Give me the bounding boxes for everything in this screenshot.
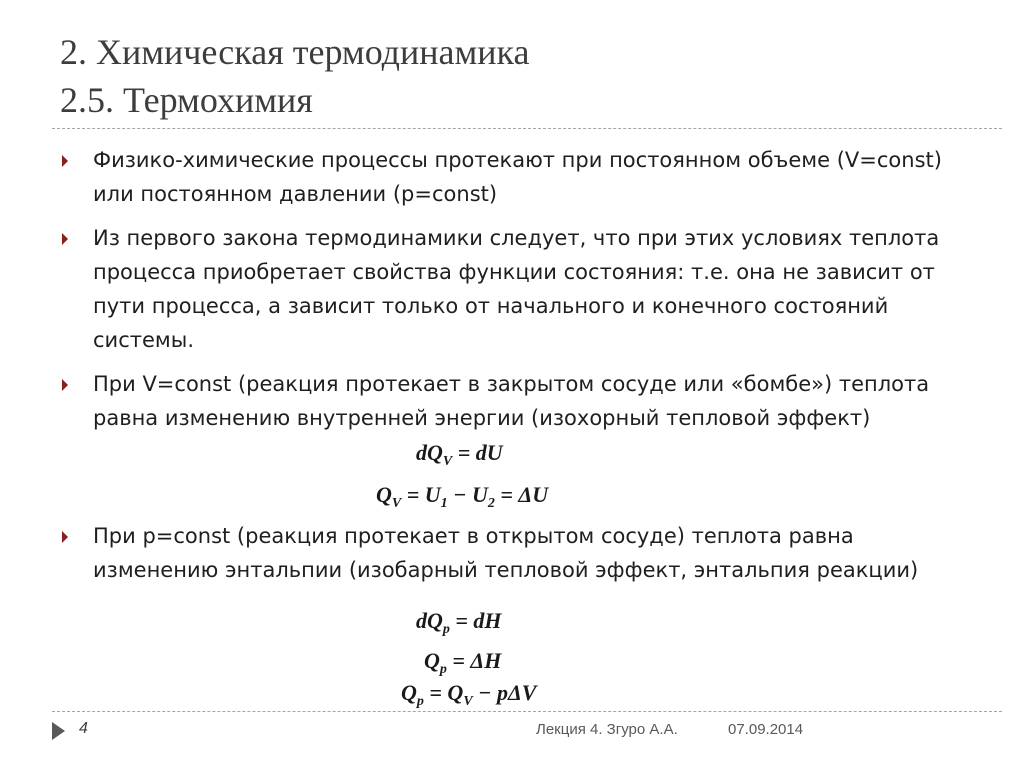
formula-qp: $Q_p = \Delta H$ — [424, 648, 502, 677]
footer-lecture: Лекция 4. Згуро А.А. — [536, 721, 678, 738]
bullet-arrow-icon — [62, 155, 68, 167]
bullet-item — [93, 221, 973, 357]
slide-title — [60, 28, 980, 124]
footer-divider — [52, 711, 1002, 712]
bullet-item — [93, 519, 973, 587]
formula-qv: $Q_V = U_1 - U_2 = \Delta U$ — [376, 482, 549, 511]
bullet-text: Из первого закона термодинамики следует, что при этих условиях теплота процесса приобретает свойства функции состояния: т.е. она не зависит от пути процесса, а зависит только от начального и конечного состояний системы. — [93, 226, 940, 352]
bullet-item — [93, 367, 973, 435]
footer-date: 07.09.2014 — [728, 721, 804, 738]
bullet-text: При V=const (реакция протекает в закрытом сосуде или «бомбе») теплота равна изменению внутренней энергии (изохорный тепловой эффект) — [93, 372, 930, 430]
formula-qp-qv: $Q_p = Q_V - p\Delta V$ — [401, 680, 537, 709]
bullet-text: Физико-химические процессы протекают при постоянном объеме (V=const) или постоянном давлении (p=const) — [93, 148, 942, 206]
formula-dqv: $dQ_V$ = dU — [416, 440, 503, 469]
bullet-text: При p=const (реакция протекает в открытом сосуде) теплота равна изменению энтальпии (изобарный тепловой эффект, энтальпия реакции) — [93, 524, 919, 582]
bullet-arrow-icon — [62, 531, 68, 543]
slide-title-line-1: 2. Химическая термодинамика — [60, 32, 530, 72]
bullet-arrow-icon — [62, 379, 68, 391]
bullet-item — [93, 143, 973, 211]
play-arrow-icon — [52, 722, 65, 740]
bullet-arrow-icon — [62, 233, 68, 245]
slide-title-line-2: 2.5. Термохимия — [60, 80, 313, 120]
title-divider — [52, 128, 1002, 129]
formula-dqp: $dQ_p$ = dH — [416, 608, 502, 637]
page-number: 4 — [79, 720, 88, 737]
